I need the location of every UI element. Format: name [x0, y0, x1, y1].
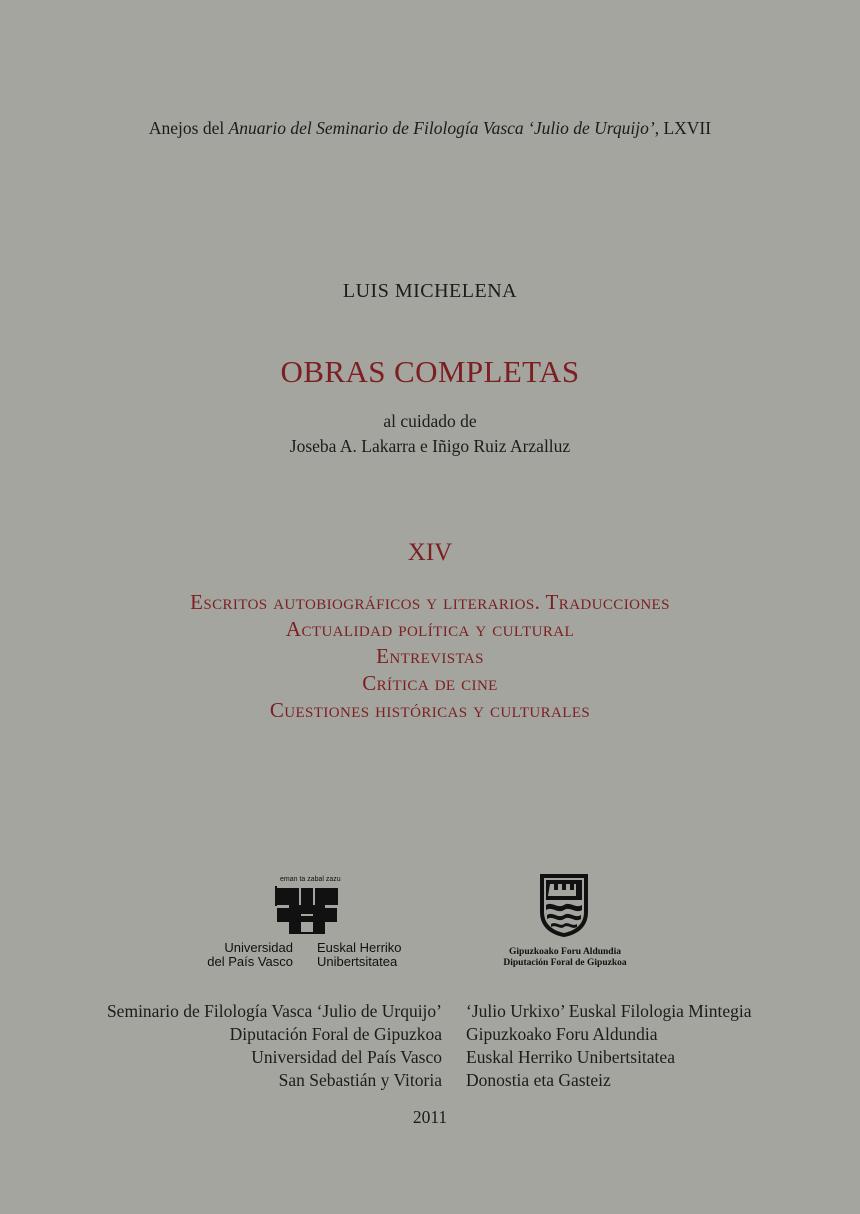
volume-contents	[0, 589, 860, 724]
publisher-line: San Sebastián y Vitoria	[278, 1070, 442, 1090]
gipuzkoa-name	[490, 947, 640, 969]
upv-emblem-icon	[273, 886, 341, 936]
publisher-line: ‘Julio Urkixo’ Euskal Filologia Mintegia	[466, 1001, 752, 1021]
contents-item: Entrevistas	[376, 644, 484, 668]
publishers-basque	[466, 1000, 751, 1092]
contents-item: Cuestiones históricas y culturales	[269, 698, 591, 722]
upv-line: Unibertsitatea	[317, 954, 398, 969]
gipuzkoa-shield-icon	[538, 872, 590, 938]
publishers-spanish	[107, 1000, 442, 1092]
upv-line: Euskal Herriko	[317, 940, 402, 955]
series-prefix: Anejos del	[148, 118, 229, 138]
volume-number: XIV	[407, 539, 453, 566]
upv-ehu-logo	[195, 872, 415, 972]
series-line	[0, 118, 860, 139]
upv-line: Universidad	[224, 940, 293, 955]
publisher-line: Universidad del País Vasco	[251, 1047, 442, 1067]
contents-item: Actualidad política y cultural	[285, 617, 575, 641]
series-journal-title: Anuario del Seminario de Filología Vasca ‘Julio de Urquijo’	[228, 118, 655, 138]
publisher-line: Donostia eta Gasteiz	[466, 1070, 611, 1090]
upv-name-basque	[317, 941, 402, 969]
editors-intro: al cuidado de	[383, 411, 477, 431]
contents-item: Crítica de cine	[362, 671, 498, 695]
upv-name-spanish	[207, 941, 293, 969]
publisher-line: Seminario de Filología Vasca ‘Julio de Urquijo’	[106, 1001, 442, 1021]
upv-motto: eman ta zabal zazu	[280, 876, 341, 883]
publisher-line: Diputación Foral de Gipuzkoa	[229, 1024, 442, 1044]
series-number: , LXVII	[654, 118, 712, 138]
gipuzkoa-logo	[490, 870, 640, 975]
contents-item: Escritos autobiográficos y literarios. Traducciones	[190, 590, 670, 614]
author-name: LUIS MICHELENA	[342, 280, 518, 302]
book-title: OBRAS COMPLETAS	[280, 354, 580, 389]
publisher-line: Euskal Herriko Unibertsitatea	[466, 1047, 675, 1067]
editors-names: Joseba A. Lakarra e Iñigo Ruiz Arzalluz	[289, 436, 571, 456]
upv-line: del País Vasco	[207, 954, 293, 969]
gipuzkoa-line: Diputación Foral de Gipuzkoa	[503, 958, 627, 968]
publication-year: 2011	[412, 1107, 448, 1127]
gipuzkoa-line: Gipuzkoako Foru Aldundia	[509, 947, 621, 957]
publisher-line: Gipuzkoako Foru Aldundia	[466, 1024, 658, 1044]
